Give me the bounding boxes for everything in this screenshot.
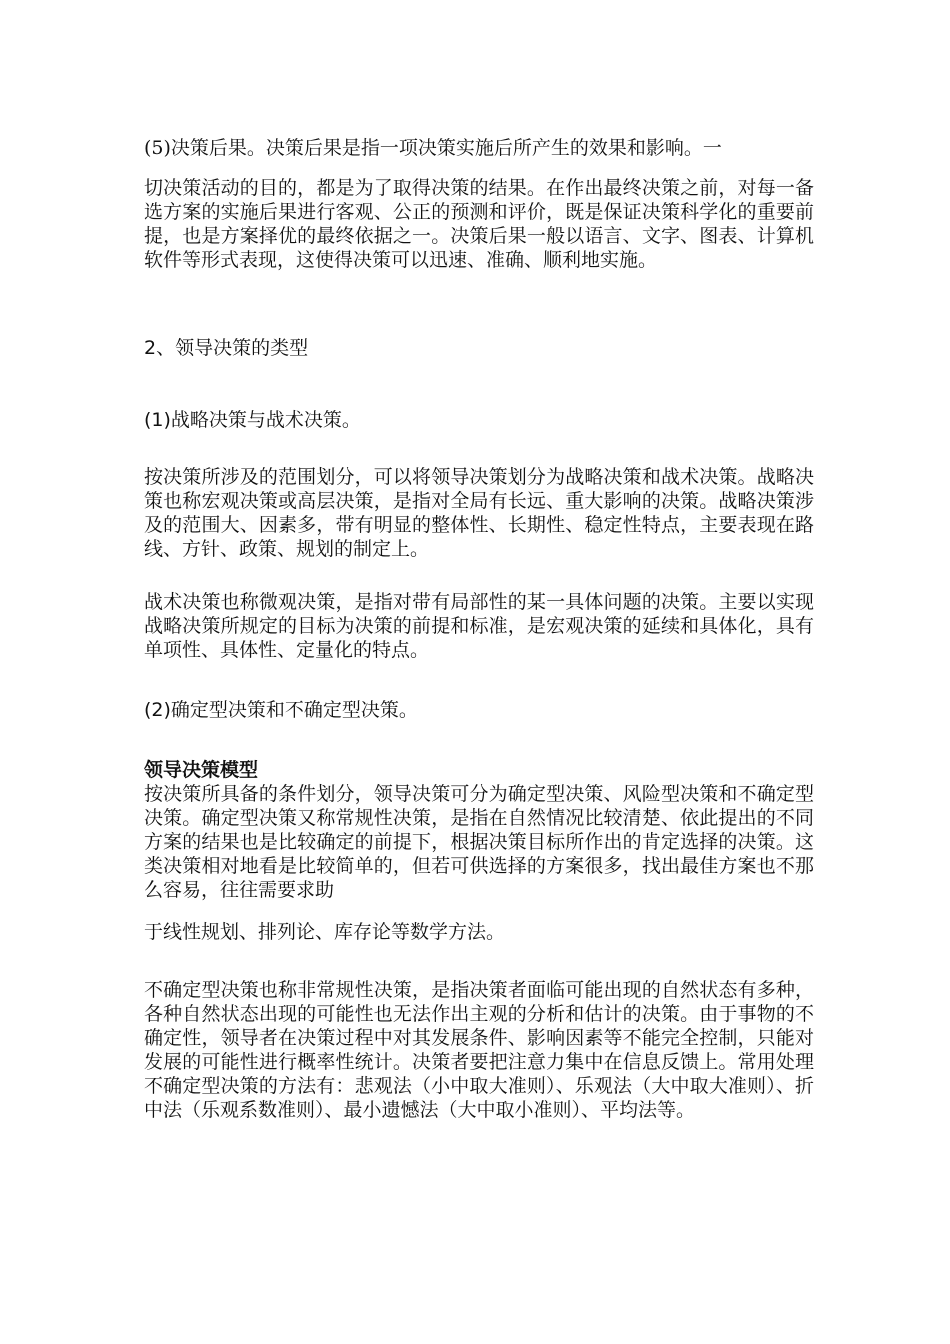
paragraph-tactical-decision: 战术决策也称微观决策，是指对带有局部性的某一具体问题的决策。主要以实现战略决策所规定的目标为决策的前提和标准，是宏观决策的延续和具体化，具有单项性、具体性、定量化的特点。: [144, 591, 814, 661]
paragraph-uncertain-decision: 不确定型决策也称非常规性决策，是指决策者面临可能出现的自然状态有多种，各种自然状态出现的可能性也无法作出主观的分析和估计的决策。由于事物的不确定性，领导者在决策过程中对其发展条件、影响因素等不能完全控制，只能对发展的可能性进行概率性统计。决策者要把注意力集中在信息反馈上。常用处理不确定型决策的方法有：悲观法（小中取大准则）、乐观法（大中取大准则）、折中法（乐观系数准则）、最小遗憾法（大中取小准则）、平均法等。: [144, 979, 814, 1121]
paragraph-decision-consequence: 切决策活动的目的，都是为了取得决策的结果。在作出最终决策之前，对每一备选方案的实施后果进行客观、公正的预测和评价，既是保证决策科学化的重要前提，也是方案择优的最终依据之一。决策后果一般以语言、文字、图表、计算机软件等形式表现，这使得决策可以迅速、准确、顺利地实施。: [144, 177, 814, 271]
subheading-strategic-tactical: (1)战略决策与战术决策。: [144, 409, 361, 431]
paragraph-certain-decision: 按决策所具备的条件划分，领导决策可分为确定型决策、风险型决策和不确定型决策。确定型决策又称常规性决策，是指在自然情况比较清楚、依此提出的不同方案的结果也是比较确定的前提下，根据决策目标所作出的肯定选择的决策。这类决策相对地看是比较简单的，但若可供选择的方案很多，找出最佳方案也不那么容易，往往需要求助: [144, 783, 814, 901]
paragraph-decision-consequence-line1: (5)决策后果。决策后果是指一项决策实施后所产生的效果和影响。一: [144, 137, 722, 159]
paragraph-strategic-decision: 按决策所涉及的范围划分，可以将领导决策划分为战略决策和战术决策。战略决策也称宏观决策或高层决策，是指对全局有长远、重大影响的决策。战略决策涉及的范围大、因素多，带有明显的整体性、长期性、稳定性特点，主要表现在路线、方针、政策、规划的制定上。: [144, 466, 814, 560]
bold-heading-decision-model: 领导决策模型: [144, 759, 259, 781]
subheading-certain-uncertain: (2)确定型决策和不确定型决策。: [144, 699, 418, 721]
paragraph-certain-decision-tail: 于线性规划、排列论、库存论等数学方法。: [144, 921, 506, 943]
section-heading-decision-types: 2、领导决策的类型: [144, 337, 309, 359]
